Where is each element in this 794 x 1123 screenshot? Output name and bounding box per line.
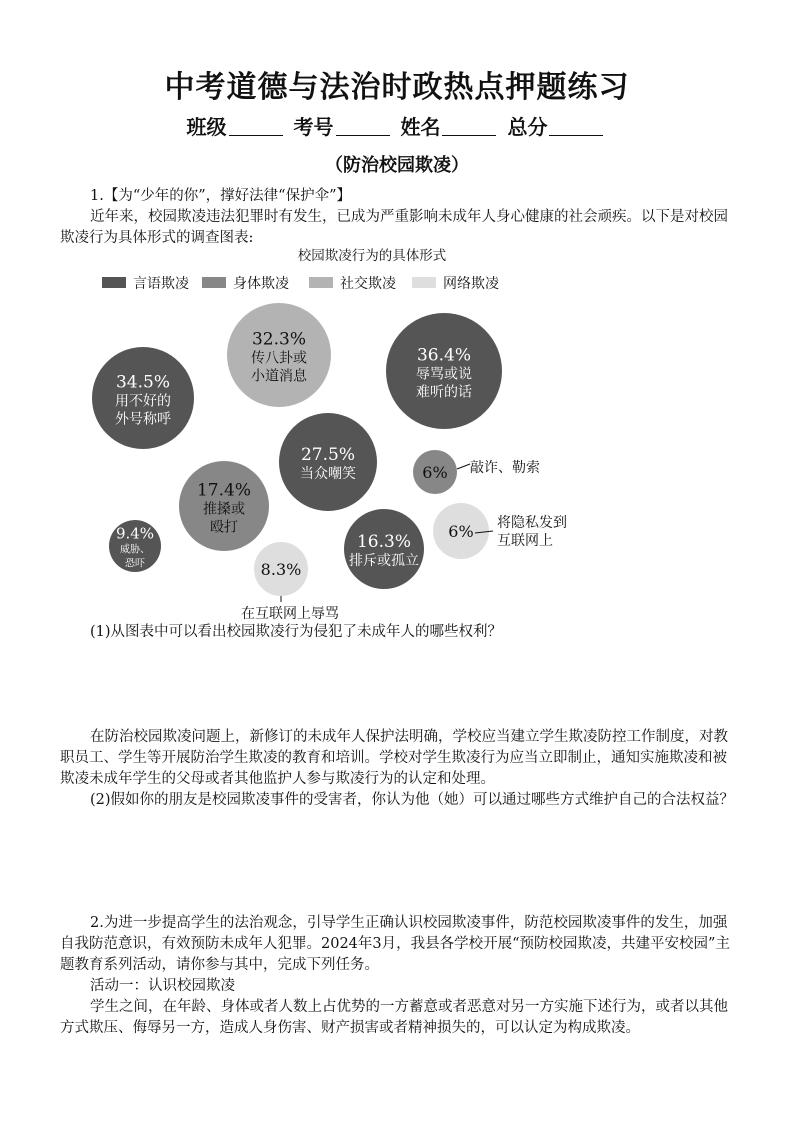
legend-label: 言语欺凌	[133, 276, 189, 292]
bubble-group	[92, 303, 567, 622]
legend-swatch	[412, 277, 436, 288]
bubble-desc-label: 互联网上	[497, 533, 553, 549]
bubble	[433, 503, 567, 559]
name-label: 姓名	[400, 115, 441, 139]
q1-heading: 1.【为“少年的你”，撑好法律“保护伞”】	[90, 188, 351, 204]
q2-definition: 学生之间，在年龄、身体或者人数上占优势的一方蓄意或者恶意对另一方实施下述行为，或者以其他方式欺压、侮辱另一方，造成人身伤害、财产损害或者精神损失的，可以认定为构成欺凌。	[60, 999, 728, 1036]
bubble-desc-label: 威胁、	[120, 544, 150, 556]
legend-label: 身体欺凌	[233, 276, 289, 292]
bubble-desc-label: 敲诈、勒索	[470, 460, 540, 476]
bubble	[279, 413, 377, 511]
class-label: 班级	[186, 115, 227, 139]
bubble-value-label: 6%	[422, 463, 448, 482]
score-label: 总分	[507, 115, 548, 139]
bubble-desc-label: 在互联网上辱骂	[241, 606, 339, 622]
bubble	[179, 461, 269, 551]
name-blank[interactable]	[442, 135, 496, 136]
q1-sub2: (2)假如你的朋友是校园欺凌事件的受害者，你认为他（她）可以通过哪些方式维护自己的合法权益？	[90, 792, 735, 808]
q1-intro: 近年来，校园欺凌违法犯罪时有发生，已成为严重影响未成年人身心健康的社会顽疾。以下是对校园欺凌行为具体形式的调查图表:	[60, 209, 728, 246]
bubble	[227, 303, 331, 407]
bubble	[241, 542, 339, 622]
bubble	[344, 509, 424, 589]
bubble-desc-label: 当众嘲笑	[300, 466, 356, 482]
bubble	[92, 347, 194, 449]
bubble	[413, 450, 540, 494]
bubble-desc-label: 难听的话	[416, 384, 472, 401]
bubble-desc-label: 小道消息	[251, 368, 307, 385]
legend-label: 社交欺凌	[340, 276, 396, 292]
page-title: 中考道德与法治时政热点押题练习	[164, 70, 630, 105]
q2-activity1: 活动一：认识校园欺凌	[90, 978, 235, 994]
bubble	[386, 313, 502, 429]
legend-swatch	[102, 277, 126, 288]
chart-title: 校园欺凌行为的具体形式	[297, 248, 447, 264]
bubble-value-label: 17.4%	[196, 480, 252, 501]
section-subtitle: （防治校园欺凌）	[325, 155, 469, 176]
class-blank[interactable]	[229, 135, 283, 136]
bubble-value-label: 34.5%	[115, 372, 171, 393]
bubble-desc-label: 殴打	[210, 519, 238, 536]
legend-label: 网络欺凌	[443, 276, 499, 292]
bubble-value-label: 27.5%	[300, 445, 356, 465]
bubble-desc-label: 将隐私发到	[497, 515, 567, 531]
legend-swatch	[309, 277, 333, 288]
bubble-desc-label: 用不好的	[115, 393, 171, 410]
bubble-desc-label: 恐吓	[125, 558, 145, 570]
q1-passage: 在防治校园欺凌问题上，新修订的未成年人保护法明确，学校应当建立学生欺凌防控工作制度，对教职员工、学生等开展防治学生欺凌的教育和培训。学校对学生欺凌行为应当立即制止，通知实施欺凌和被欺凌未成年学生的父母或者其他监护人参与欺凌行为的认定和处理。	[60, 729, 728, 787]
student-info-line	[0, 111, 794, 140]
bubble-desc-label: 推搡或	[203, 501, 245, 518]
q2-intro: 2.为进一步提高学生的法治观念，引导学生正确认识校园欺凌事件，防范校园欺凌事件的发生，加强自我防范意识，有效预防未成年人犯罪。2024年3月，我县各学校开展“预防校园欺凌，共建平安校园”主题教育系列活动，请你参与其中，完成下列任务。	[60, 915, 730, 973]
q1-sub1: (1)从图表中可以看出校园欺凌行为侵犯了未成年人的哪些权利？	[90, 624, 503, 640]
score-blank[interactable]	[549, 135, 603, 136]
bubble-desc-label: 外号称呼	[115, 411, 171, 428]
bubble-value-label: 6%	[448, 522, 474, 541]
bubble-value-label: 36.4%	[416, 345, 472, 366]
number-blank[interactable]	[336, 135, 390, 136]
bubble-value-label: 32.3%	[251, 329, 307, 350]
number-label: 考号	[293, 115, 334, 139]
bubble-desc-label: 排斥或孤立	[349, 553, 419, 569]
bubble	[109, 520, 161, 572]
bubble-value-label: 8.3%	[260, 560, 302, 579]
bubble-value-label: 9.4%	[115, 524, 155, 543]
bubble-chart	[0, 240, 794, 629]
bubble-desc-label: 辱骂或说	[416, 366, 472, 383]
bubble-desc-label: 传八卦或	[251, 350, 307, 367]
legend-swatch	[202, 277, 226, 288]
chart-legend	[102, 275, 499, 292]
bubble-value-label: 16.3%	[356, 532, 412, 552]
callout-line	[457, 464, 470, 469]
